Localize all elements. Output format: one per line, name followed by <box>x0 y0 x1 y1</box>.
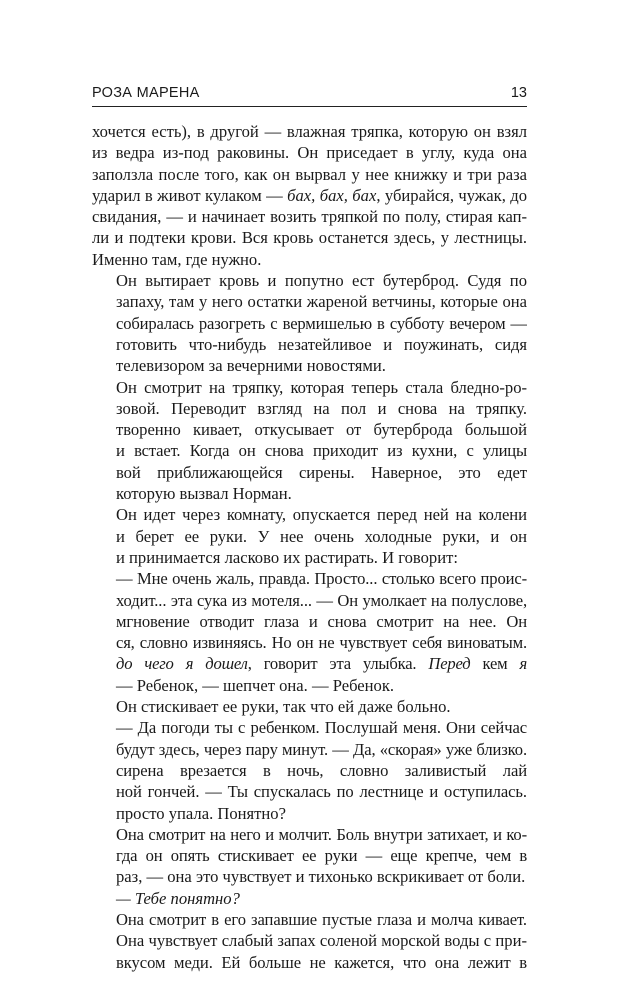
text-line <box>92 952 527 973</box>
text-segment: из ведра из-под раковины. Он приседает в углу, куда она <box>92 143 527 163</box>
text-line <box>92 483 527 504</box>
text-line <box>92 590 527 611</box>
text-segment: сирена врезается в ночь, словно заливистый лай <box>116 760 527 780</box>
text-segment: Он стискивает ее руки, так что ей даже больно. <box>116 697 451 717</box>
text-segment: , убирайся, чужак, до <box>376 185 527 205</box>
text-segment: мгновение отводит глаза и снова смотрит на нее. Он <box>116 611 527 631</box>
running-title: РОЗА МАРЕНА <box>92 85 200 101</box>
text-segment: кем <box>470 654 520 674</box>
text-line <box>92 440 527 461</box>
text-line <box>92 419 527 440</box>
italic-segment: я <box>519 654 527 674</box>
text-segment: и встает. Когда он снова приходит из кухни, с улицы <box>116 441 527 461</box>
paragraph <box>92 270 527 376</box>
text-line <box>92 377 527 398</box>
text-segment: и принимается ласково их растирать. И говорит: <box>116 547 458 567</box>
text-segment: — Ребенок, — шепчет она. — Ребенок. <box>116 675 395 695</box>
text-segment: будут здесь, через пару минут. — Да, «скорая» уже близко. <box>116 739 527 759</box>
text-line <box>92 568 527 589</box>
text-segment: вкусом меди. Ей больше не кажется, что она лежит в <box>116 952 527 972</box>
italic-segment: бах, бах, бах <box>287 185 377 205</box>
text-segment: творенно кивает, откусывает от бутерброда большой <box>116 420 527 440</box>
text-line <box>92 781 527 802</box>
paragraph <box>92 504 527 568</box>
text-line <box>92 909 527 930</box>
body-text <box>92 121 527 973</box>
text-segment: Он вытирает кровь и попутно ест бутерброд. Судя по <box>116 271 527 291</box>
text-line <box>92 888 527 909</box>
italic-segment: — Тебе понятно? <box>116 888 240 908</box>
paragraph <box>92 717 527 823</box>
text-line <box>92 270 527 291</box>
text-segment: Она чувствует слабый запах соленой морской воды с при- <box>116 931 527 951</box>
text-segment: ной гончей. — Ты спускалась по лестнице и оступилась. <box>116 782 527 802</box>
text-segment: хочется есть), в другой — влажная тряпка, которую он взял <box>92 122 527 141</box>
text-line <box>92 717 527 738</box>
text-line <box>92 504 527 525</box>
text-line <box>92 291 527 312</box>
text-line <box>92 206 527 227</box>
text-segment: и берет ее руки. У нее очень холодные руки, и он <box>116 526 527 546</box>
paragraph <box>92 121 527 270</box>
text-segment: свидания, — и начинает возить тряпкой по полу, стирая кап- <box>92 207 527 227</box>
text-line <box>92 398 527 419</box>
text-segment: зовой. Переводит взгляд на пол и снова на тряпку. <box>116 398 527 418</box>
text-segment: Именно там, где нужно. <box>92 249 262 269</box>
paragraph <box>92 909 527 973</box>
text-segment: гда он опять стискивает ее руки — еще крепче, чем в <box>116 846 527 866</box>
paragraph <box>92 675 527 696</box>
text-segment: Она смотрит на него и молчит. Боль внутри затихает, и ко- <box>116 824 527 844</box>
text-line <box>92 185 527 206</box>
text-segment: раз, — она это чувствует и тихонько вскрикивает от боли. <box>116 867 526 887</box>
text-segment: телевизором за вечерними новостями. <box>116 356 386 376</box>
text-line <box>92 696 527 717</box>
text-segment: которую вызвал Норман. <box>116 484 292 504</box>
text-line <box>92 164 527 185</box>
text-segment: вой приближающейся сирены. Наверное, это едет <box>116 462 527 482</box>
text-line <box>92 845 527 866</box>
paragraph <box>92 377 527 505</box>
text-segment: ходит... эта сука из мотеля... — Он умолкает на полуслове, <box>116 590 527 610</box>
text-segment: ли и подтеки крови. Вся кровь останется здесь, у лестницы. <box>92 228 527 248</box>
text-line <box>92 121 527 142</box>
italic-segment: Перед <box>428 654 471 674</box>
paragraph <box>92 888 527 909</box>
page-header <box>92 84 527 107</box>
text-segment: заползла после того, как он вырвал у нее книжку и три раза <box>92 164 527 184</box>
text-line <box>92 930 527 951</box>
text-segment: ся, словно извиняясь. Но он не чувствует себя виноватым. <box>116 633 527 653</box>
text-line <box>92 462 527 483</box>
italic-segment: до чего я дошел <box>116 654 248 674</box>
text-line <box>92 739 527 760</box>
text-line <box>92 824 527 845</box>
text-line <box>92 334 527 355</box>
text-segment: готовить что-нибудь незатейливое и поужинать, сидя <box>116 334 527 354</box>
text-line <box>92 526 527 547</box>
text-line <box>92 866 527 887</box>
text-segment: запаху, там у него остатки жареной ветчины, которые она <box>116 292 527 312</box>
text-line <box>92 313 527 334</box>
text-segment: — Да погоди ты с ребенком. Послушай меня. Они сейчас <box>116 718 527 738</box>
text-segment: Он смотрит на тряпку, которая теперь стала бледно-ро- <box>116 377 527 397</box>
text-line <box>92 227 527 248</box>
text-line <box>92 249 527 270</box>
text-line <box>92 142 527 163</box>
text-line <box>92 632 527 653</box>
paragraph <box>92 696 527 717</box>
text-line <box>92 760 527 781</box>
text-segment: собиралась разогреть с вермишелью в субботу вечером — <box>116 313 527 333</box>
text-line <box>92 355 527 376</box>
text-line <box>92 653 527 674</box>
paragraph <box>92 824 527 888</box>
text-segment: Она смотрит в его запавшие пустые глаза и молча кивает. <box>116 909 527 929</box>
text-segment: ударил в живот кулаком — <box>92 185 288 205</box>
text-line <box>92 547 527 568</box>
text-line <box>92 803 527 824</box>
text-segment: , говорит эта улыбка. <box>247 654 429 674</box>
text-line <box>92 611 527 632</box>
text-line <box>92 675 527 696</box>
paragraph <box>92 568 527 674</box>
page-number: 13 <box>510 85 527 101</box>
text-segment: Он идет через комнату, опускается перед ней на колени <box>116 505 527 525</box>
text-segment: просто упала. Понятно? <box>116 803 286 823</box>
text-segment: — Мне очень жаль, правда. Просто... столько всего проис- <box>116 569 527 589</box>
